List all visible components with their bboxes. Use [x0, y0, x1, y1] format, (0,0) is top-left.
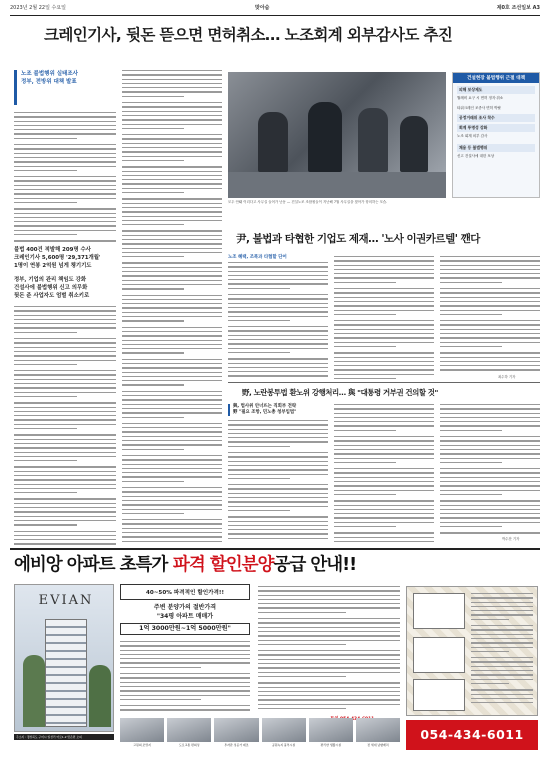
left-body-text-2	[14, 306, 116, 546]
middle-byline: 최수하 기자	[498, 375, 516, 379]
policy-side-box	[452, 72, 540, 198]
thumb-3	[262, 718, 306, 752]
section-label: 맞아숨	[255, 5, 270, 11]
second-headline: 野, 노란봉투법 환노위 강행처리… 與 "대통령 거부권 건의할 것"	[242, 388, 438, 397]
page-number: 제0호 조선일보 A3	[496, 5, 540, 11]
thumb-3-label: 공원녹지 풍부시설	[271, 743, 296, 747]
sub-b-line2: 건설사에 불법행위 신고 의무화	[14, 285, 88, 291]
left-body-text-1	[14, 112, 116, 242]
ad-title-black: 에비앙 아파트 초특가	[14, 555, 168, 575]
building-tower	[45, 619, 87, 727]
left-subhead-b	[14, 276, 118, 300]
side-box-title: 건설현장 불법행위 근절 대책	[453, 73, 539, 83]
ad-address: 주소지 : 경상북도 구미시 일선리 어로1-2 맞은편 오피	[14, 734, 114, 740]
news-photo	[228, 72, 446, 198]
photo-person-1	[258, 112, 288, 172]
thumb-0-label: 고원의 조망지	[133, 743, 151, 747]
second-text-col-2	[334, 404, 434, 542]
middle-text-col-2	[334, 256, 434, 380]
middle-text-col-1	[228, 262, 328, 380]
middle-subhead: 노조 혜택, 조폭과 타협할 단어	[228, 255, 287, 260]
second-subhead-box	[228, 404, 328, 416]
photo-person-3	[358, 108, 388, 172]
ad-phone-box: 054-434-6011	[406, 720, 538, 750]
ad-top-rule	[10, 548, 540, 550]
thumb-4-label: 편리한 생활시설	[320, 743, 341, 747]
photo-caption: 모두 안돼 이리다고 사무실 들어가 난동 — 건설노조 조합원들이 지난해 7월 사무실을 찾아가 항의하는 모습.	[228, 200, 388, 204]
thumb-1	[167, 718, 211, 752]
ad-price: 1억 3000만원~1억 5000만원"	[120, 623, 250, 635]
side-item-7: 신고 건설사에 대한 포상	[457, 154, 495, 158]
second-text-col-3	[440, 404, 540, 534]
floor-plan-notes	[471, 593, 533, 711]
thumb-4	[309, 718, 353, 752]
sub-a-line1: 불법 400건 적발해 209명 수사	[14, 247, 91, 253]
header-rule	[10, 15, 540, 16]
floor-plan-2	[413, 637, 465, 673]
side-item-0: 피해 보상제도	[457, 86, 535, 94]
ad-offer-panel	[120, 584, 250, 734]
ad-title-red: 파격 할인분양	[172, 555, 274, 575]
ad-brand: EVIAN	[38, 593, 94, 608]
issue-date: 2023년 2월 22일 수요일	[10, 5, 67, 11]
tree-left	[23, 655, 45, 727]
second-byline: 박수찬 기자	[502, 537, 520, 541]
middle-text-col-3	[440, 256, 540, 372]
floor-plan-3	[413, 679, 465, 711]
ad-description	[120, 641, 250, 711]
left-subhead-1: 노조 불법행위 실태조사	[21, 71, 78, 77]
sub-b-line1: 정부, 기업의 관리 책임도 강화	[14, 277, 87, 283]
thumb-5	[356, 718, 400, 752]
photo-person-2	[308, 102, 342, 172]
main-headline: 크레인기사, 뒷돈 뜯으면 면허취소… 노조회계 외부감사도 추진	[44, 26, 453, 44]
photo-person-4	[400, 116, 428, 172]
ad-thumbnails	[120, 718, 400, 752]
side-item-6: 채용 등 불법행위	[457, 144, 535, 152]
tree-right	[89, 665, 111, 727]
side-item-4: 회계 투명성 강화	[457, 124, 535, 132]
article-divider	[228, 382, 540, 383]
side-item-3: 공정거래위 조사 착수	[457, 114, 535, 122]
thumb-2-label: 투자관 성공가 제조	[224, 743, 249, 747]
ad-line1: 주변 분양가의 절반가격	[153, 604, 217, 611]
ad-building-image	[14, 584, 114, 732]
left-subhead-box	[14, 70, 94, 105]
ad-line2: "34평 아파트 매매가	[156, 613, 214, 620]
thumb-0	[120, 718, 164, 752]
page-header	[10, 4, 540, 14]
second-column-text	[122, 70, 222, 544]
photo-floor	[228, 172, 446, 198]
ad-discount: 40~50% 파격적인 할인가격!!	[120, 584, 250, 600]
ad-title-end: 공급 안내!!	[273, 555, 357, 575]
ad-right-text	[258, 586, 400, 714]
sub-b-line3: 뒷돈 준 사업자도 엄벌 취소키로	[14, 293, 90, 299]
middle-headline: 尹, 불법과 타협한 기업도 제재… '노사 이권카르텔' 깬다	[236, 233, 480, 245]
side-item-5: 노조 회계 외부 감사	[457, 134, 488, 138]
second-subhead-2: 野 "필요 조항, 민노총 청부입법"	[233, 410, 297, 415]
side-item-2: 타워크레인 조종사 면허 박탈	[457, 106, 501, 110]
side-item-1: 월례비 요구 시 면허 정지·취소	[457, 96, 504, 100]
left-subhead-2: 정부, 전방위 대책 발표	[21, 79, 77, 85]
ad-floor-plans	[406, 586, 538, 716]
thumb-2	[214, 718, 258, 752]
thumb-1-label: 도로교통 편의성	[179, 743, 200, 747]
sub-a-line2: 크레인기사 5,600명 '29,371개월'	[14, 255, 101, 261]
second-text-col-1	[228, 420, 328, 542]
second-subhead-1: 與, 법사위 안너뜨는 직회부 전략	[233, 404, 297, 409]
floor-plan-1	[413, 593, 465, 629]
sub-a-line3: 1명이 연봉 2억원 넘게 챙기기도	[14, 263, 92, 269]
thumb-5-label: 전 세대 남향배치	[367, 743, 389, 747]
ad-headline	[14, 553, 538, 577]
left-subhead-a	[14, 246, 118, 270]
